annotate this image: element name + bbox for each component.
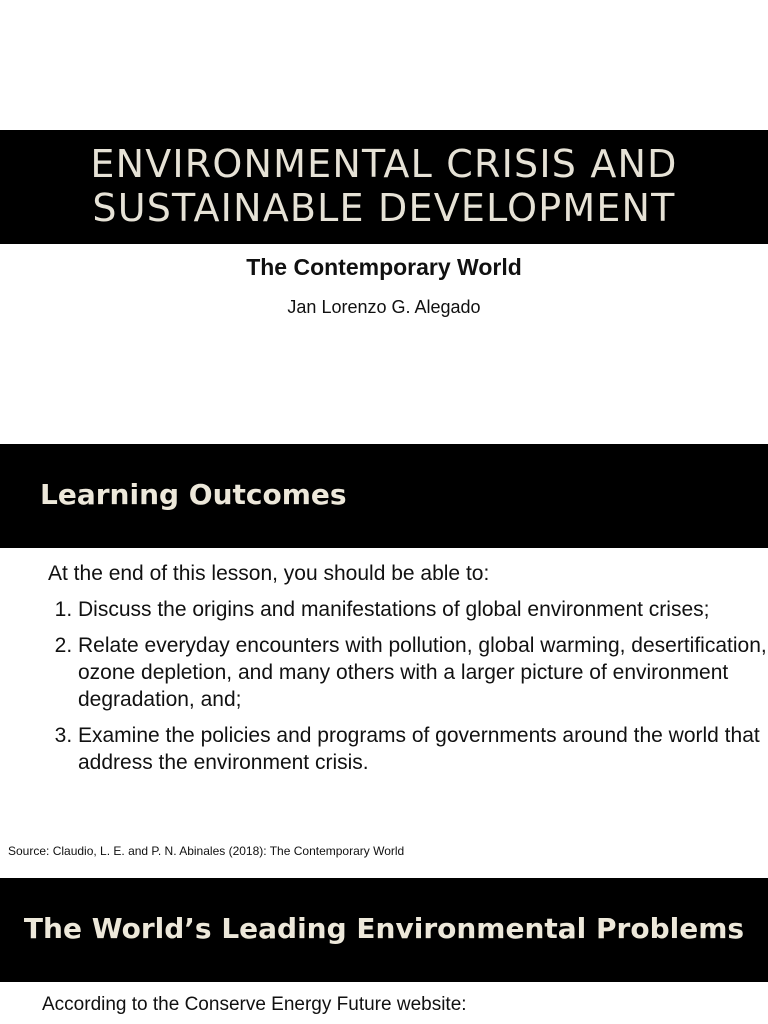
subtitle: The Contemporary World xyxy=(246,254,522,280)
outcome-item: 1. Discuss the origins and manifestations of global environment crises; xyxy=(78,596,768,623)
section-title: The World’s Leading Environmental Problems xyxy=(23,912,745,945)
author-name: Jan Lorenzo G. Alegado xyxy=(287,297,481,317)
learning-outcomes-slide xyxy=(0,444,768,870)
presentation-title xyxy=(0,142,768,230)
source-citation: Source: Claudio, L. E. and P. N. Abinales (2018): The Contemporary World xyxy=(8,844,405,858)
intro-text: At the end of this lesson, you should be able to: xyxy=(48,562,490,585)
environmental-problems-slide xyxy=(0,878,768,1024)
outcome-item: 2. Relate everyday encounters with pollution, global warming, desertification, ozone depletion, and many others with a larger picture of environment degradation, and; xyxy=(78,632,768,713)
section-title: Learning Outcomes xyxy=(40,478,347,511)
outcomes-list xyxy=(48,596,768,785)
title-slide xyxy=(0,0,768,420)
outcome-item: 3. Examine the policies and programs of governments around the world that address the environment crisis. xyxy=(78,722,768,776)
according-text: According to the Conserve Energy Future website: xyxy=(42,994,467,1015)
title-line-1: ENVIRONMENTAL CRISIS AND xyxy=(90,142,678,186)
title-line-2: SUSTAINABLE DEVELOPMENT xyxy=(92,186,676,230)
